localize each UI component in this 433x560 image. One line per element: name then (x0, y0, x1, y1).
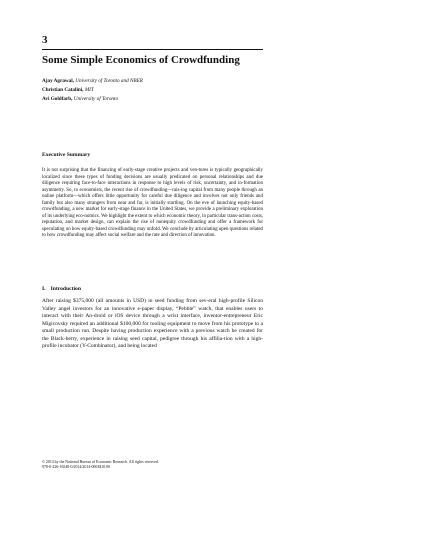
isbn-line: 978-0-226-16540-0/2014/2014-0003$10.00 (42, 465, 110, 470)
author-line (42, 77, 263, 86)
author-affiliation: MIT (84, 87, 94, 93)
executive-summary-text: It is not surprising that the financing of early-stage creative projects and ven-tures is typically geographically localized since these types of funding decisions are usually predicated on personal relationships and due diligence requiring face-to-face interactions in response to high levels of risk, uncertainty, and in-formation asymmetry. So, to economists, the recent rise of crowdfunding—rais-ing capital from many people through an online platform—which offers little opportunity for careful due diligence and involves not only friends and family but also many strangers from near and far, is initially startling. On the eve of launching equity-based crowdfunding, a new market for early-stage finance in the United States, we provide a preliminary exploration of its underlying eco-nomics. We highlight the extent to which economic theory, in particular trans-action costs, reputation, and market design, can explain the rise of nonequity crowdfunding and offer a framework for speculating on how equity-based crowdfunding may unfold. We conclude by articulating open questions related to how crowdfunding may affect social welfare and the rate and direction of innovation. (42, 168, 263, 238)
author-affiliation: University of Toronto and NBER (75, 78, 143, 84)
author-affiliation: University of Toronto (73, 96, 119, 102)
section-title: Introduction (50, 286, 81, 292)
copyright-line: © 2014 by the National Bureau of Economic Research. All rights reserved. (42, 460, 159, 464)
chapter-number: 3 (42, 34, 48, 46)
section-number: I. (42, 286, 46, 292)
chapter-title: Some Simple Economics of Crowdfunding (42, 54, 240, 66)
page-content (42, 34, 263, 470)
author-line (42, 86, 263, 95)
copyright-footer (42, 460, 159, 470)
introduction-text: After raising $375,000 (all amounts in USD) in seed funding from sev-eral high-profile Silicon Valley angel investors for an innovative e-paper display, “Pebble” watch, that enables users to interact with their An-droid or iOS device through a wrist interface, inventor-entrepreneur Eric Migicovsky required an additional $100,000 for tooling equipment to move from his prototype to a small production run. Despite having production experience with a previous watch be created for the Black-berry, experience in raising seed capital, pedigree through his affilia-tion with a high-profile incubator (Y-Combinator), and being located (42, 298, 263, 350)
author-name: Christian Catalini, (42, 87, 84, 93)
introduction-heading (42, 286, 81, 292)
executive-summary-heading: Executive Summary (42, 152, 91, 158)
chapter-rule (42, 49, 263, 50)
author-line (42, 95, 263, 104)
author-name: Avi Goldfarb, (42, 96, 73, 102)
author-name: Ajay Agrawal, (42, 78, 74, 84)
author-list (42, 77, 263, 104)
